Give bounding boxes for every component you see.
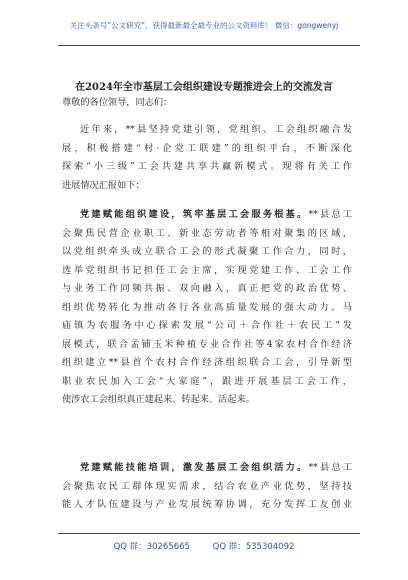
document-title: 在2024年全市基层工会组织建设专题推进会上的交流发言 [75,82,333,93]
greeting-line: 尊敬的各位领导，同志们： [62,97,173,108]
paragraph-line: 展模式，联合孟铺玉米种植专业合作社等4家农村合作经济 [62,338,352,350]
paragraph-line: 会聚焦民营企业职工、新业态劳动者等相对聚集的区域， [62,227,352,239]
header-promo-text: 关注头条号“公文研究”，获得最新最全最专业的公文资料库！ 微信：gongwenyj [69,21,339,30]
paragraph-line: 与业务工作同频共振、双向融入，真正把党的政治优势、 [62,283,352,294]
paragraph-training [62,459,352,515]
greeting [62,94,352,113]
paragraph-organization [62,206,352,410]
footer-qq-group-2: QQ 群：535304092 [212,542,295,552]
paragraph-text: **县总工 [308,462,353,473]
footer [0,540,408,552]
paragraph-line: 使涉农工会组织真正建起来、转起来、活起来。 [62,394,255,405]
paragraph-line: 选举党组织书记担任工会主席，实现党建工作、工会工作 [62,264,352,276]
paragraph-line: 展，积极搭建“村·企党工联建”的组织平台，不断深化 [62,142,352,154]
paragraph-text: **县总工 [308,209,353,220]
footer-qq-group-1: QQ 群：30265665 [113,542,190,552]
paragraph-line [62,459,352,478]
paragraph-line: 能人才队伍建设与产业发展统筹协调，充分发挥工友创业 [62,499,352,510]
paragraph-line: 会聚焦农民工群体现实需求，结合农业产业优势，坚持技 [62,480,352,492]
paragraph-line: 进展情况汇报如下： [62,179,145,191]
paragraph-line: 组织建立**县首个农村合作经济组织联合工会，引导新型 [62,357,352,368]
paragraph-line: 职业农民加入工会“大家庭”，跟进开展基层工会工作， [62,375,352,387]
paragraph-line: 近年来，**县坚持党建引领，党组织、工会组织融合发 [80,124,352,135]
section-heading: 党建赋能技能培训，激发基层工会组织活力。 [80,462,309,473]
header-divider [58,45,360,46]
section-heading: 党建赋能组织建设，筑牢基层工会服务根基。 [80,209,309,220]
paragraph-line [62,206,352,225]
paragraph-line: 组织优势转化为推动各行各业高质量发展的强大动力。马 [62,301,352,313]
paragraph-line: 庙镇为农服务中心探索发展“公司＋合作社＋农民工”发 [62,320,352,331]
paragraph-intro [62,121,352,195]
footer-divider [58,533,360,534]
paragraph-line: 以党组织牵头成立联合工会的形式凝聚工作合力，同时， [62,246,352,257]
paragraph-line: 探索“小三级”工会共建共享共赢新模式。现将有关工作 [62,161,352,172]
